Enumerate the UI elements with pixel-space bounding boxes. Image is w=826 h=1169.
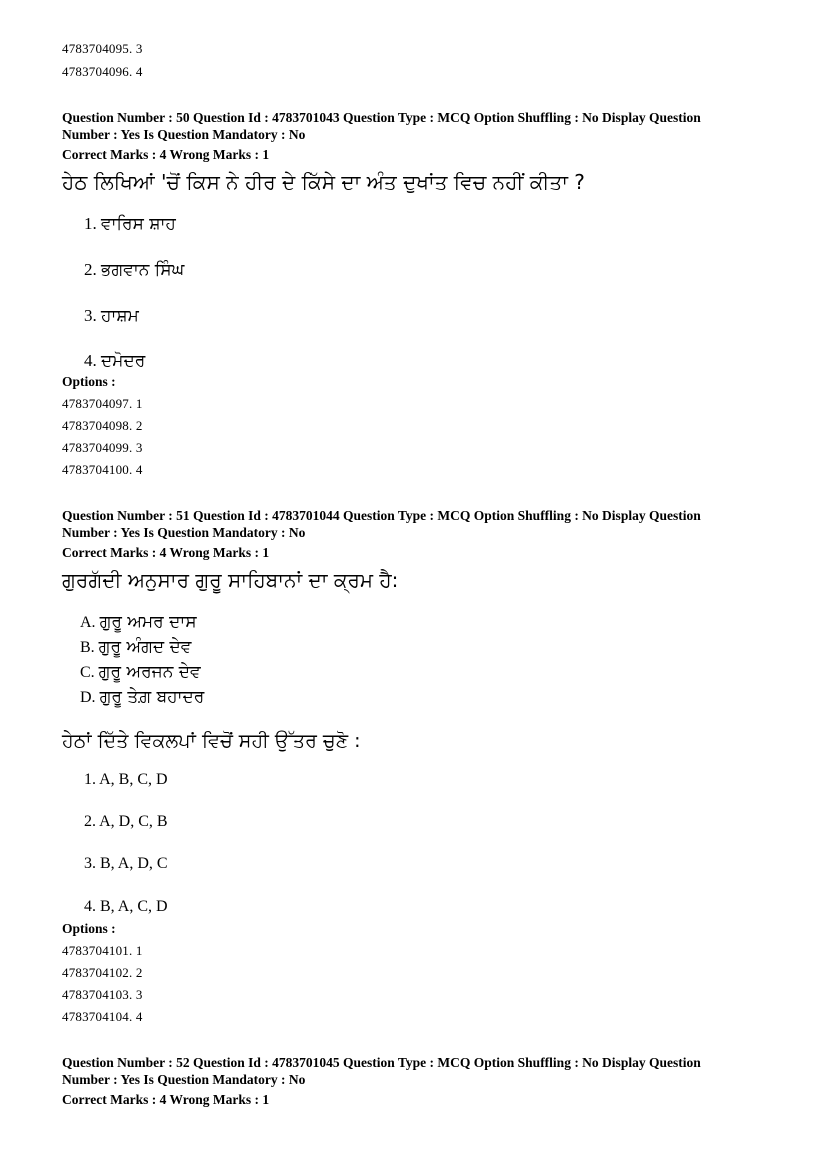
statement-item (80, 662, 201, 682)
statement-text: ਗੁਰੂ ਤੇਗ਼ ਬਹਾਦਰ (99, 687, 205, 707)
question-header-cont: Number : Yes Is Question Mandatory : No (62, 525, 306, 540)
statement-item (80, 687, 204, 707)
question-text: ਗੁਰਗੱਦੀ ਅਨੁਸਾਰ ਗੁਰੂ ਸਾਹਿਬਾਨਾਂ ਦਾ ਕ੍ਰਮ ਹੈ: (62, 568, 399, 592)
choice-number: 4. (84, 351, 97, 370)
choice-number: 2. (84, 260, 97, 279)
choice-item (84, 813, 168, 831)
choice-number: 2. (84, 813, 96, 830)
choice-number: 1. (84, 771, 96, 788)
statement-letter: D. (80, 689, 96, 706)
choice-item (84, 351, 145, 371)
choice-item (84, 855, 168, 873)
choice-text: A, D, C, B (99, 813, 168, 830)
statement-letter: B. (80, 639, 95, 656)
choice-item (84, 260, 184, 280)
choice-text: ਦਮੋਦਰ (101, 351, 146, 371)
option-id-line: 4783704096. 4 (62, 64, 143, 79)
option-id-line: 4783704103. 3 (62, 987, 143, 1002)
sub-question-text: ਹੇਠਾਂ ਦਿੱਤੇ ਵਿਕਲਪਾਂ ਵਿਚੋਂ ਸਹੀ ਉੱਤਰ ਚੁਣੋ : (62, 730, 361, 752)
option-id-line: 4783704102. 2 (62, 965, 143, 980)
question-header: Question Number : 52 Question Id : 4783701045 Question Type : MCQ Option Shuffling : No Display Question (62, 1055, 701, 1070)
marks-line: Correct Marks : 4 Wrong Marks : 1 (62, 1092, 270, 1107)
choice-text: B, A, D, C (100, 855, 168, 872)
choice-text: ਹਾਸ਼ਮ (101, 306, 139, 326)
choice-number: 3. (84, 855, 96, 872)
statement-letter: A. (80, 614, 96, 631)
option-id-line: 4783704097. 1 (62, 396, 143, 411)
options-label: Options : (62, 374, 116, 389)
options-label: Options : (62, 921, 116, 936)
choice-text: ਭਗਵਾਨ ਸਿੰਘ (101, 260, 185, 280)
choice-text: A, B, C, D (99, 771, 168, 788)
option-id-line: 4783704099. 3 (62, 440, 143, 455)
marks-line: Correct Marks : 4 Wrong Marks : 1 (62, 147, 270, 162)
question-header: Question Number : 50 Question Id : 4783701043 Question Type : MCQ Option Shuffling : No Display Question (62, 110, 701, 125)
choice-number: 1. (84, 214, 97, 233)
statement-letter: C. (80, 664, 95, 681)
question-text: ਹੇਠ ਲਿਖਿਆਂ 'ਚੋਂ ਕਿਸ ਨੇ ਹੀਰ ਦੇ ਕਿੱਸੇ ਦਾ ਅੰਤ ਦੁਖਾਂਤ ਵਿਚ ਨਹੀਂ ਕੀਤਾ ? (62, 170, 585, 194)
statement-item (80, 637, 191, 657)
choice-text: B, A, C, D (100, 898, 168, 915)
choice-item (84, 306, 139, 326)
marks-line: Correct Marks : 4 Wrong Marks : 1 (62, 545, 270, 560)
choice-number: 3. (84, 306, 97, 325)
statement-text: ਗੁਰੂ ਅਮਰ ਦਾਸ (99, 612, 197, 632)
question-header-cont: Number : Yes Is Question Mandatory : No (62, 1072, 306, 1087)
choice-item (84, 214, 176, 234)
option-id-line: 4783704104. 4 (62, 1009, 143, 1024)
statement-text: ਗੁਰੂ ਅਰਜਨ ਦੇਵ (98, 662, 201, 682)
option-id-line: 4783704101. 1 (62, 943, 143, 958)
option-id-line: 4783704100. 4 (62, 462, 143, 477)
choice-text: ਵਾਰਿਸ ਸ਼ਾਹ (101, 214, 176, 234)
question-header: Question Number : 51 Question Id : 4783701044 Question Type : MCQ Option Shuffling : No Display Question (62, 508, 701, 523)
choice-number: 4. (84, 898, 96, 915)
statement-text: ਗੁਰੂ ਅੰਗਦ ਦੇਵ (98, 637, 192, 657)
choice-item (84, 898, 168, 916)
option-id-line: 4783704095. 3 (62, 41, 143, 56)
question-header-cont: Number : Yes Is Question Mandatory : No (62, 127, 306, 142)
choice-item (84, 771, 168, 789)
statement-item (80, 612, 197, 632)
option-id-line: 4783704098. 2 (62, 418, 143, 433)
